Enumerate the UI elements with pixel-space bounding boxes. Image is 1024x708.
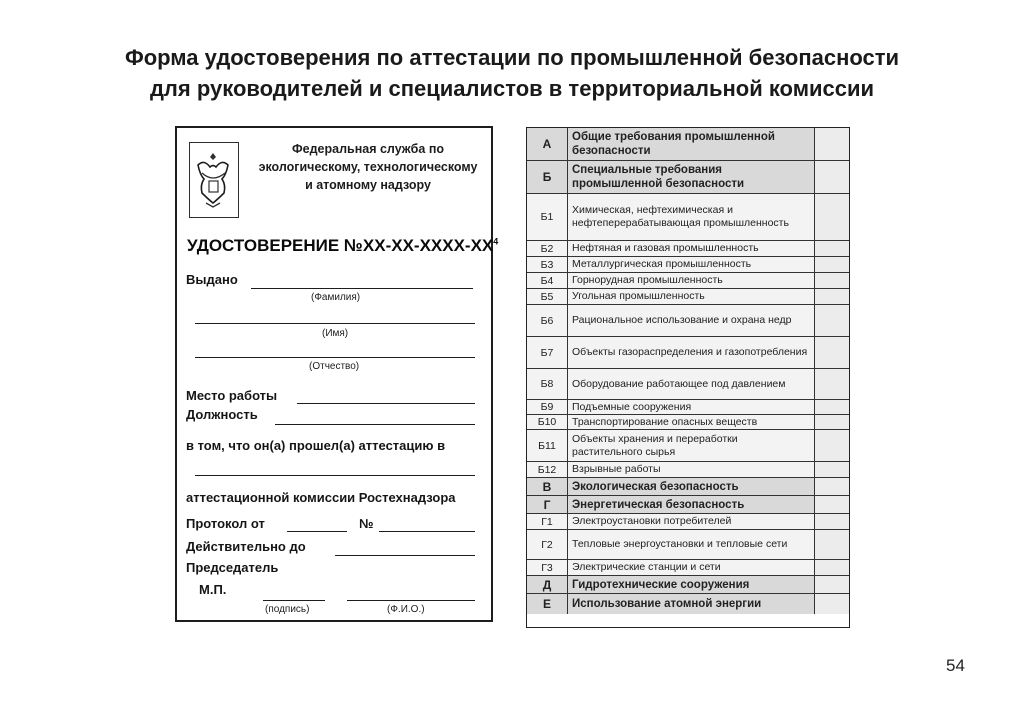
area-mark-cell (815, 128, 849, 160)
area-code: Б8 (527, 369, 568, 399)
table-row (527, 530, 849, 560)
name-hint: (Имя) (322, 328, 349, 339)
table-row (527, 305, 849, 337)
area-code: Г (527, 496, 568, 513)
table-row (527, 241, 849, 257)
agency-line-3: и атомному надзору (305, 178, 431, 192)
area-mark-cell (815, 415, 849, 429)
area-description: Нефтяная и газовая промышленность (568, 241, 815, 256)
number-sign: № (359, 516, 374, 531)
area-description: Тепловые энергоустановки и тепловые сети (568, 530, 815, 559)
area-mark-cell (815, 514, 849, 529)
valid-until-label: Действительно до (186, 539, 306, 554)
table-row (527, 369, 849, 400)
table-row (527, 430, 849, 462)
area-code: Г2 (527, 530, 568, 559)
chairman-label: Председатель (186, 560, 279, 575)
area-code: А (527, 128, 568, 160)
area-mark-cell (815, 273, 849, 288)
area-code: Б3 (527, 257, 568, 272)
protocol-label: Протокол от (186, 516, 265, 531)
coat-of-arms-icon (189, 142, 239, 218)
area-description: Общие требования промышленной безопасности (568, 128, 815, 160)
protocol-number-line (379, 531, 475, 532)
area-code: В (527, 478, 568, 495)
area-description: Подъемные сооружения (568, 400, 815, 414)
table-row (527, 462, 849, 478)
area-code: Д (527, 576, 568, 593)
area-description: Энергетическая безопасность (568, 496, 815, 513)
patronymic-line (195, 357, 475, 358)
table-row (527, 337, 849, 369)
title-line-2: для руководителей и специалистов в территориальной комиссии (149, 76, 875, 101)
area-description: Оборудование работающее под давлением (568, 369, 815, 399)
area-description: Гидротехнические сооружения (568, 576, 815, 593)
agency-line-1: Федеральная служба по (291, 142, 444, 156)
surname-hint: (Фамилия) (311, 292, 361, 303)
area-description: Электроустановки потребителей (568, 514, 815, 529)
table-row (527, 400, 849, 415)
surname-line (251, 288, 473, 289)
area-code: Г1 (527, 514, 568, 529)
area-mark-cell (815, 369, 849, 399)
certificate-form (175, 126, 499, 622)
table-row (527, 560, 849, 576)
table-row (527, 496, 849, 514)
workplace-label: Место работы (186, 388, 278, 403)
position-line (275, 424, 475, 425)
table-row (527, 514, 849, 530)
attestation-text: в том, что он(а) прошел(а) аттестацию в (186, 438, 446, 453)
area-mark-cell (815, 496, 849, 513)
area-code: Б4 (527, 273, 568, 288)
area-code: Б12 (527, 462, 568, 477)
table-row (527, 415, 849, 430)
agency-line-2: экологическому, технологическому (258, 160, 478, 174)
area-code: Е (527, 594, 568, 614)
area-mark-cell (815, 241, 849, 256)
certificate-title (187, 236, 499, 256)
table-row (527, 257, 849, 273)
area-mark-cell (815, 594, 849, 614)
patronymic-hint: (Отчество) (309, 361, 360, 372)
area-code: Б10 (527, 415, 568, 429)
area-description: Взрывные работы (568, 462, 815, 477)
area-mark-cell (815, 289, 849, 304)
certificate-number: УДОСТОВЕРЕНИЕ №XX-XX-XXXX-XX (187, 236, 494, 255)
area-mark-cell (815, 478, 849, 495)
area-description: Использование атомной энергии (568, 594, 815, 614)
table-row (527, 576, 849, 594)
attestation-areas-table (526, 127, 850, 628)
workplace-line (297, 403, 475, 404)
area-description: Объекты хранения и переработки растительного сырья (568, 430, 815, 461)
certificate-footnote: 4 (493, 236, 499, 247)
area-mark-cell (815, 194, 849, 240)
area-description: Металлургическая промышленность (568, 257, 815, 272)
area-description: Экологическая безопасность (568, 478, 815, 495)
area-description: Специальные требования промышленной безопасности (568, 161, 815, 193)
table-row (527, 161, 849, 194)
area-mark-cell (815, 530, 849, 559)
table-row (527, 194, 849, 241)
area-code: Б2 (527, 241, 568, 256)
valid-until-line (335, 555, 475, 556)
name-line (195, 323, 475, 324)
commission-text: аттестационной комиссии Ростехнадзора (186, 490, 456, 505)
area-description: Транспортирование опасных веществ (568, 415, 815, 429)
signature-hint: (подпись) (265, 604, 310, 615)
area-description: Угольная промышленность (568, 289, 815, 304)
area-description: Объекты газораспределения и газопотребления (568, 337, 815, 368)
area-mark-cell (815, 337, 849, 368)
area-mark-cell (815, 576, 849, 593)
position-label: Должность (186, 407, 258, 422)
table-row (527, 273, 849, 289)
area-description: Химическая, нефтехимическая и нефтеперерабатывающая промышленность (568, 194, 815, 240)
area-mark-cell (815, 462, 849, 477)
area-description: Горнорудная промышленность (568, 273, 815, 288)
area-mark-cell (815, 560, 849, 575)
signature-line (263, 600, 325, 601)
agency-name (243, 140, 493, 194)
area-code: Б6 (527, 305, 568, 336)
area-code: Б9 (527, 400, 568, 414)
area-description: Электрические станции и сети (568, 560, 815, 575)
area-mark-cell (815, 400, 849, 414)
table-row (527, 594, 849, 614)
area-code: Б7 (527, 337, 568, 368)
title-line-1: Форма удостоверения по аттестации по промышленной безопасности (124, 45, 900, 70)
area-code: Б11 (527, 430, 568, 461)
fio-line (347, 600, 475, 601)
protocol-date-line (287, 531, 347, 532)
issued-to-label: Выдано (186, 272, 238, 287)
area-code: Б (527, 161, 568, 193)
fio-hint: (Ф.И.О.) (387, 604, 425, 615)
attestation-line (195, 475, 475, 476)
area-description: Рациональное использование и охрана недр (568, 305, 815, 336)
seal-label: М.П. (199, 582, 227, 597)
area-code: Б1 (527, 194, 568, 240)
area-mark-cell (815, 257, 849, 272)
page-number: 54 (946, 656, 965, 675)
table-row (527, 478, 849, 496)
slide-title (0, 42, 1024, 104)
table-row (527, 289, 849, 305)
area-mark-cell (815, 305, 849, 336)
area-code: Г3 (527, 560, 568, 575)
table-row (527, 128, 849, 161)
area-mark-cell (815, 430, 849, 461)
area-code: Б5 (527, 289, 568, 304)
area-mark-cell (815, 161, 849, 193)
